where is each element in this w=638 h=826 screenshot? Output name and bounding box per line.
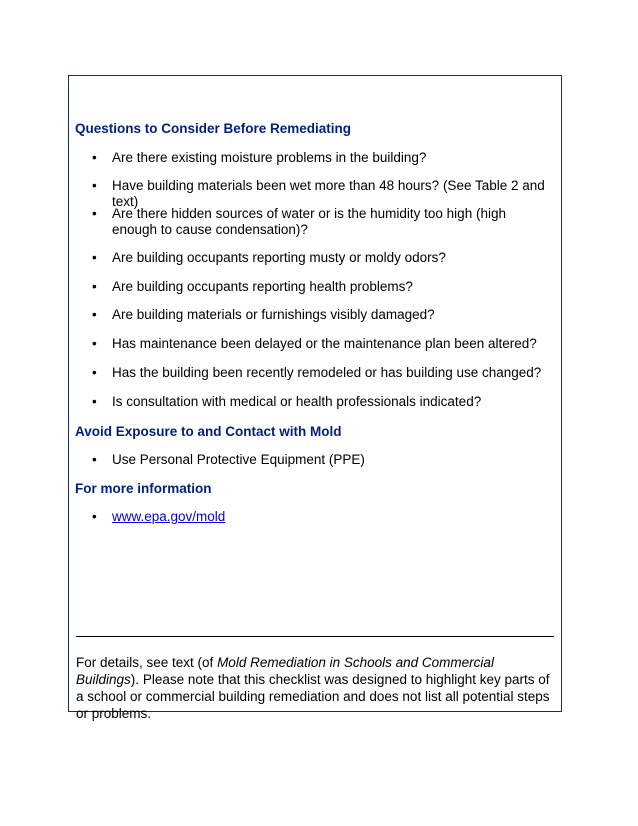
footer-suffix: ). [130, 672, 140, 687]
bullet-icon: • [92, 206, 97, 221]
bullet-icon: • [92, 150, 97, 165]
question-text: Are there existing moisture problems in the building? [112, 150, 427, 165]
info-heading: For more information [75, 481, 212, 496]
exposure-heading: Avoid Exposure to and Contact with Mold [75, 424, 342, 439]
question-text: Is consultation with medical or health professionals indicated? [112, 394, 482, 409]
bullet-icon: • [92, 250, 97, 265]
question-text: Are building occupants reporting health problems? [112, 279, 413, 294]
bullet-icon: • [92, 178, 97, 193]
bullet-icon: • [92, 394, 97, 409]
question-text: Have building materials been wet more than 48 hours? (See Table 2 and text) [112, 178, 545, 209]
bullet-icon: • [92, 307, 97, 322]
bullet-icon: • [92, 365, 97, 380]
bullet-icon: • [92, 336, 97, 351]
question-text: Are building occupants reporting musty or moldy odors? [112, 250, 446, 265]
epa-mold-link[interactable]: www.epa.gov/mold [112, 509, 226, 524]
footer-prefix: For details, see text (of [76, 655, 218, 670]
bullet-icon: • [92, 509, 97, 524]
footer-note [76, 654, 556, 722]
exposure-text: Use Personal Protective Equipment (PPE) [112, 452, 365, 467]
question-text: Has the building been recently remodeled or has building use changed? [112, 365, 542, 380]
bullet-icon: • [92, 452, 97, 467]
footer-note-text: Please note that this checklist was designed to highlight key parts of a school or commercial building remediation and does not list all potential steps or problems. [76, 672, 550, 721]
question-text: Are there hidden sources of water or is the humidity too high (high enough to cause condensation)? [112, 206, 506, 237]
question-text: Has maintenance been delayed or the maintenance plan been altered? [112, 336, 537, 351]
bullet-icon: • [92, 279, 97, 294]
question-text: Are building materials or furnishings visibly damaged? [112, 307, 435, 322]
questions-heading: Questions to Consider Before Remediating [75, 121, 352, 136]
divider [76, 636, 554, 637]
footer-title: Mold Remediation in Schools and Commercial Buildings [76, 655, 494, 687]
